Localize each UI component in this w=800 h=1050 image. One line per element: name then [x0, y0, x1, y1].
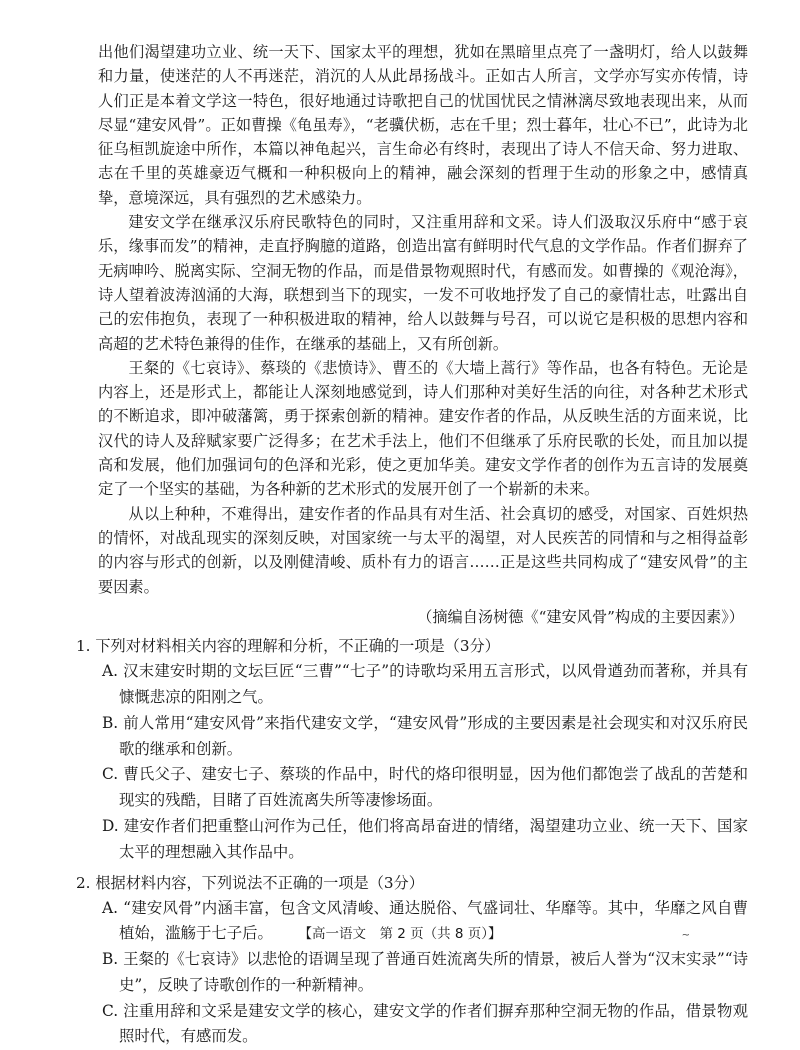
passage-paragraph-3: 王粲的《七哀诗》、蔡琰的《悲愤诗》、曹丕的《大墙上蒿行》等作品，也各有特色。无论是内容上，还是形式上，都能让人深刻地感觉到，诗人们那种对美好生活的向往，对各种艺术形式的不断追求，即冲破藩篱，勇于探索创新的精神。建安作者的作品，从反映生活的方面来说，比汉代的诗人及辞赋家要广泛得多；在艺术手法上，他们不但继承了乐府民歌的长处，而且加以提高和发展，他们加强词句的色泽和光彩，使之更加华美。建安文学作者的创作为五言诗的发展奠定了一个坚实的基础，为各种新的艺术形式的发展开创了一个崭新的未来。 [98, 356, 748, 502]
question-1-option-c: C. 曹氏父子、建安七子、蔡琰的作品中，时代的烙印很明显，因为他们都饱尝了战乱的苦楚和现实的残酷，目睹了百姓流离失所等凄惨场面。 [76, 762, 748, 814]
footer-mark: ~ [682, 930, 690, 941]
page-footer: 【高一语文 第 2 页（共 8 页）】 [0, 922, 800, 942]
question-1-option-d: D. 建安作者们把重整山河作为己任，他们将高昂奋进的情绪，渴望建功立业、统一天下、国家太平的理想融入其作品中。 [76, 814, 748, 866]
question-2-title: 2. 根据材料内容，下列说法不正确的一项是（3分） [76, 870, 748, 896]
question-1-option-a: A. 汉末建安时期的文坛巨匠“三曹”“七子”的诗歌均采用五言形式，以风骨遒劲而著称，并具有慷慨悲凉的阳刚之气。 [76, 659, 748, 711]
question-2-option-c: C. 注重用辞和文采是建安文学的核心，建安文学的作者们摒弃那种空洞无物的作品，借景物观照时代，有感而发。 [76, 999, 748, 1050]
question-1 [76, 633, 748, 865]
question-1-title: 1. 下列对材料相关内容的理解和分析，不正确的一项是（3分） [76, 633, 748, 659]
question-2-option-a: A. “建安风骨”内涵丰富，包含文风清峻、通达脱俗、气盛词壮、华靡等。其中，华靡之风自曹植始，滥觞于七子后。 [76, 896, 748, 948]
passage-paragraph-2: 建安文学在继承汉乐府民歌特色的同时，又注重用辞和文采。诗人们汲取汉乐府中“感于哀乐，缘事而发”的精神，走直抒胸臆的道路，创造出富有鲜明时代气息的文学作品。作者们摒弃了无病呻吟、脱离实际、空洞无物的作品，而是借景物观照时代，有感而发。如曹操的《观沧海》，诗人望着波涛汹涌的大海，联想到当下的现实，一发不可收地抒发了自己的豪情壮志，吐露出自己的宏伟抱负，表现了一种积极进取的精神，给人以鼓舞与号召，可以说它是积极的思想内容和高超的艺术特色兼得的佳作，在继承的基础上，又有所创新。 [98, 210, 748, 356]
passage-paragraph-1: 出他们渴望建功立业、统一天下、国家太平的理想，犹如在黑暗里点亮了一盏明灯，给人以鼓舞和力量，使迷茫的人不再迷茫，消沉的人从此昂扬战斗。正如古人所言，文学亦写实亦传情，诗人们正是本着文学这一特色，很好地通过诗歌把自己的忧国忧民之情淋漓尽致地表现出来，从而尽显“建安风骨”。正如曹操《龟虽寿》，“老骥伏枥，志在千里；烈士暮年，壮心不已”，此诗为北征乌桓凯旋途中所作，本篇以神龟起兴，言生命必有终时，表现出了诗人不信天命、努力进取、志在千里的英雄豪迈气概和一种积极向上的精神，融会深刻的哲理于生动的形象之中，感情真挚，意境深远，具有强烈的艺术感染力。 [98, 40, 748, 210]
question-1-option-b: B. 前人常用“建安风骨”来指代建安文学，“建安风骨”形成的主要因素是社会现实和对汉乐府民歌的继承和创新。 [76, 711, 748, 763]
passage-source: （摘编自汤树德《“建安风骨”构成的主要因素》） [98, 605, 748, 629]
question-2 [76, 870, 748, 1050]
question-2-option-b: B. 王粲的《七哀诗》以悲怆的语调呈现了普通百姓流离失所的情景，被后人誉为“汉末实录”“诗史”，反映了诗歌创作的一种新精神。 [76, 947, 748, 999]
passage-paragraph-4: 从以上种种，不难得出，建安作者的作品具有对生活、社会真切的感受，对国家、百姓炽热的情怀，对战乱现实的深刻反映，对国家统一与太平的渴望，对人民疾苦的同情和与之相得益彰的内容与形式的创新，以及刚健清峻、质朴有力的语言……正是这些共同构成了“建安风骨”的主要因素。 [98, 502, 748, 599]
